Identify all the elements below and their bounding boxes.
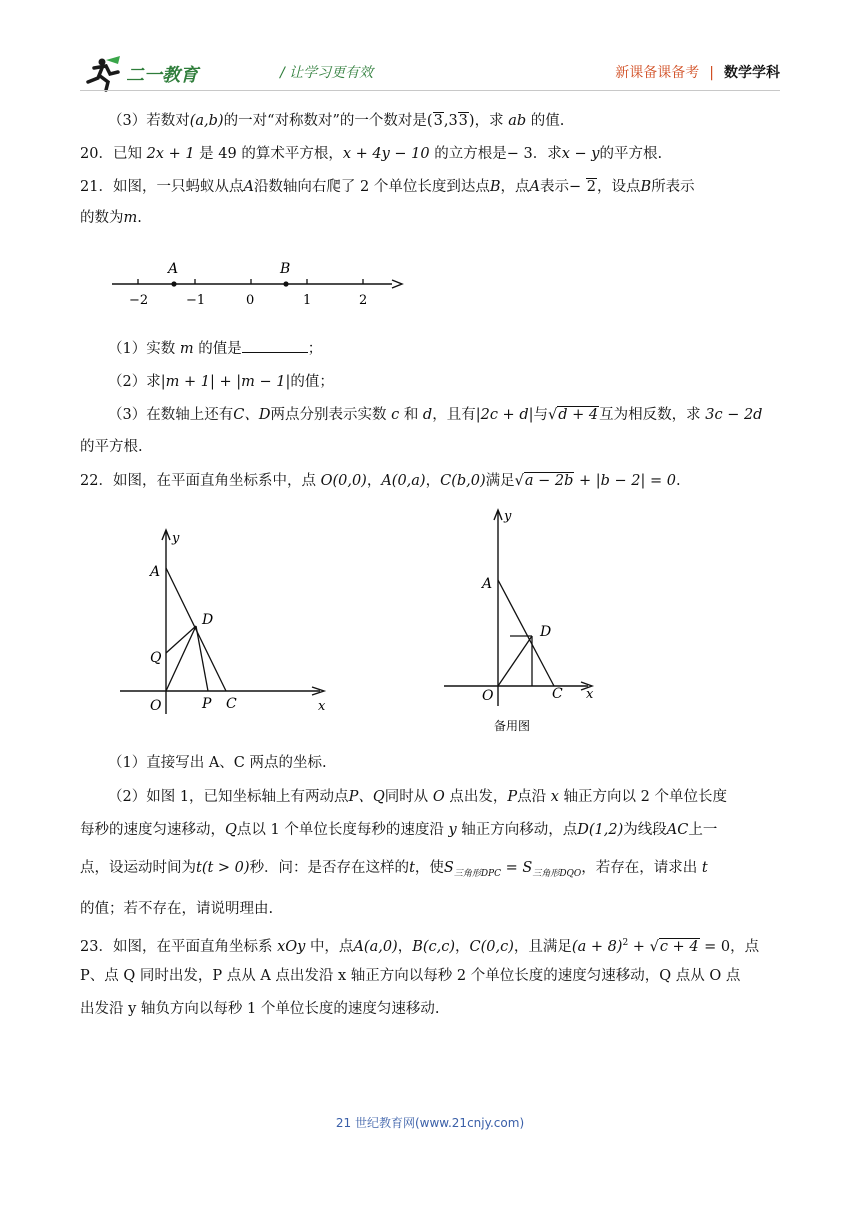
logo-text: 二一教育	[126, 65, 198, 86]
fig2-label: x	[586, 687, 594, 702]
tick-label: −2	[129, 293, 149, 308]
subject-label: 数学学科	[724, 65, 780, 81]
fig2-label: A	[482, 576, 493, 592]
point-b	[283, 281, 288, 286]
question-20: 20．已知 2x + 1 是 49 的算术平方根，x + 4y − 10 的立方根是− 3．求x − y的平方根.	[80, 146, 663, 162]
tick-label: −1	[186, 293, 206, 308]
question-23-line3: 出发沿 y 轴负方向以每秒 1 个单位长度的速度匀速移动.	[80, 1001, 440, 1017]
header-separator: |	[709, 65, 714, 81]
q22-part2-line3: 点，设运动时间为t(t > 0)秒．问：是否存在这样的t，使$S_{三角形DPC} = S_{三角形DQO}$，若存在，请求出 t	[80, 860, 708, 879]
figure-2-backup	[438, 506, 608, 736]
runner-icon	[88, 56, 120, 90]
header-label: 新课备课备考	[615, 65, 700, 81]
q21-part3-line1: （3）在数轴上还有C、D两点分别表示实数 c 和 d，且有|2c + d|与√d + 4互为相反数，求 3c − 2d	[108, 407, 763, 423]
fig1-label: y	[172, 531, 180, 546]
q22-part2-line2: 每秒的速度匀速移动，Q点以 1 个单位长度每秒的速度沿 y 轴正方向移动，点D(1,2)为线段AC上一	[80, 822, 718, 838]
fig1-label: x	[318, 699, 326, 714]
fig2-caption: 备用图	[494, 719, 531, 733]
q22-part2-line1: （2）如图 1，已知坐标轴上有两动点P、Q同时从 O 点出发，P点沿 x 轴正方向以 2 个单位长度	[108, 789, 727, 805]
label-b: B	[280, 261, 291, 277]
fig2-label: y	[504, 509, 512, 524]
fig2-label: O	[482, 688, 494, 704]
q19-part3: （3）若数对(a,b)的一对“对称数对”的一个数对是(3,33)，求 ab 的值.	[108, 113, 565, 129]
q22-part1: （1）直接写出 A、C 两点的坐标.	[108, 755, 327, 771]
page-header	[80, 54, 780, 94]
footer: 21 世纪教育网(www.21cnjy.com)	[335, 1116, 525, 1130]
fig2-label: D	[540, 624, 552, 640]
fig1-label: P	[202, 696, 212, 712]
question-23-line1: 23．如图，在平面直角坐标系 xOy 中，点A(a,0)，B(c,c)，C(0,c)，且满足$(a + 8)^2 + √c + 4 = 0$，点	[80, 938, 760, 955]
slogan: / 让学习更有效	[280, 65, 374, 81]
fig1-label: Q	[150, 650, 162, 666]
fig1-label: D	[202, 612, 214, 628]
question-23-line2: P、点 Q 同时出发，P 点从 A 点出发沿 x 轴正方向以每秒 2 个单位长度的速度匀速移动，Q 点从 O 点	[80, 968, 741, 984]
answer-blank[interactable]	[242, 338, 308, 353]
header-right	[615, 62, 780, 82]
fig2-label: C	[552, 686, 563, 702]
fig1-label: C	[226, 696, 237, 712]
tick-label: 1	[303, 293, 312, 308]
q21-part2: （2）求|m + 1| + |m − 1|的值；	[108, 374, 334, 390]
question-21-line1: 21．如图，一只蚂蚁从点A沿数轴向右爬了 2 个单位长度到达点B，点A表示− 2，设点B所表示	[80, 179, 695, 195]
tick-label: 2	[359, 293, 368, 308]
figure-1	[118, 526, 338, 722]
question-21-line2: 的数为m.	[80, 210, 142, 226]
header-divider	[80, 90, 780, 91]
tick-label: 0	[246, 293, 255, 308]
q21-part1: （1）实数 m 的值是 ；	[108, 338, 780, 360]
q21-part3-line2: 的平方根.	[80, 439, 143, 455]
fig1-label: A	[150, 564, 161, 580]
question-22: 22．如图，在平面直角坐标系中，点 O(0,0)，A(0,a)，C(b,0)满足√a − 2b + |b − 2| = 0.	[80, 473, 681, 489]
logo	[80, 54, 280, 94]
q22-part2-line4: 的值；若不存在，请说明理由.	[80, 901, 274, 917]
label-a: A	[168, 261, 179, 277]
point-a	[171, 281, 176, 286]
number-line-figure	[100, 254, 410, 314]
fig1-label: O	[150, 698, 162, 714]
